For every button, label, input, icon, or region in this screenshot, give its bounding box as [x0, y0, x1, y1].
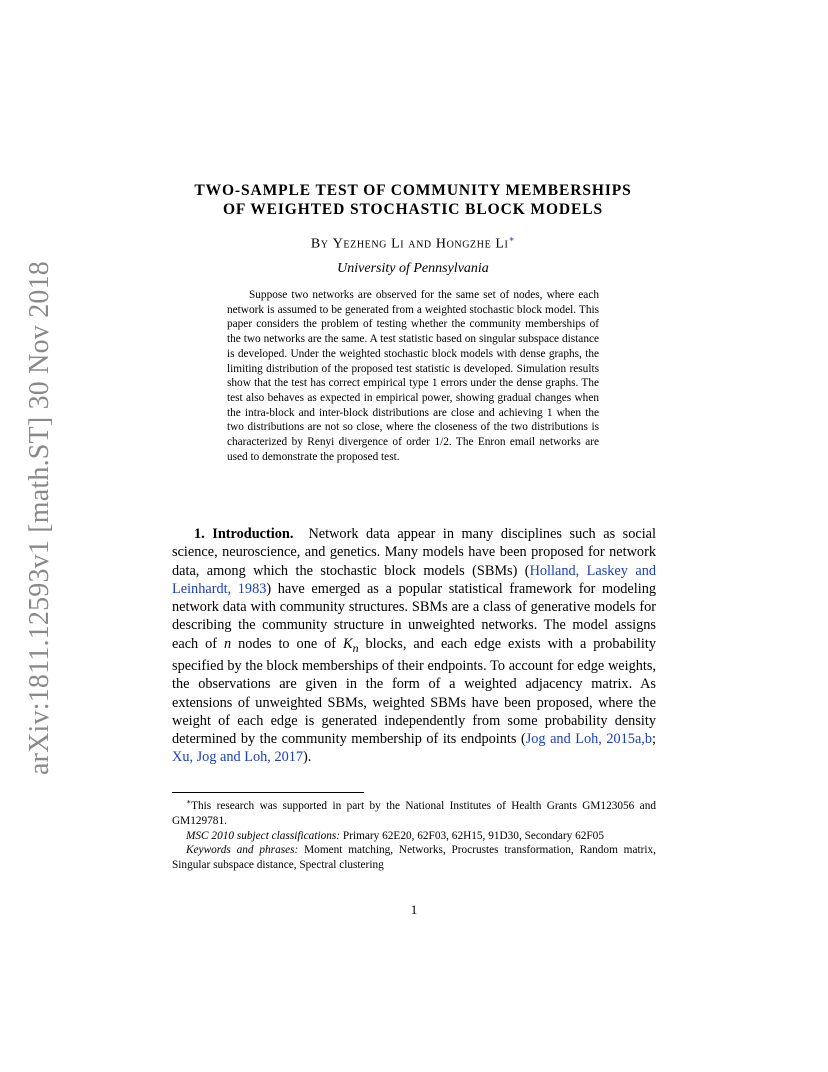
math-n: n [224, 635, 232, 652]
author-footnote-mark[interactable]: ∗ [508, 234, 516, 244]
footnote-funding [172, 795, 656, 829]
section-number: 1. [194, 526, 205, 542]
intro-text-4: blocks, and each edge exists with a probability specified by the block memberships of their endpoints. To account for edge weights, the observations are given in the form of a weighted adjacency matrix. As extensions of unweighted SBMs, weighted SBMs have been proposed, where the weight of each edge is generated independently from some probability density determined by the community membership of its endpoints ( [172, 635, 657, 748]
intro-text-2: ) have emerged as a popular statistical framework for modeling network data with community structures. SBMs are a class of generative models for describing the community structure in unweighted networks. The model assigns each of [172, 580, 656, 652]
math-k-subscript: n [352, 640, 359, 655]
citation-xu-jog-loh-2017[interactable]: Xu, Jog and Loh, 2017 [172, 749, 304, 766]
footnote-keywords [172, 843, 656, 873]
introduction-paragraph [172, 525, 656, 767]
footnote-funding-mark: ∗ [186, 797, 192, 806]
intro-text-5: ). [303, 749, 312, 766]
msc-text: Primary 62E20, 62F03, 62H15, 91D30, Secondary 62F05 [340, 829, 604, 842]
affiliation: University of Pennsylvania [337, 261, 489, 276]
author-and: and [408, 236, 432, 252]
arxiv-identifier-text: arXiv:1811.12593v1 [math.ST] 30 Nov 2018 [24, 260, 55, 776]
author-by: By [310, 236, 329, 252]
author-2: Hongzhe Li [435, 236, 509, 252]
msc-label: MSC 2010 subject classifications: [186, 829, 341, 842]
math-k: K [343, 635, 353, 652]
citation-separator: ; [652, 731, 656, 748]
author-line [140, 234, 686, 253]
citation-holland-1983[interactable]: Holland, Laskey and Leinhardt, 1983 [172, 562, 656, 597]
footnote-msc [172, 829, 656, 844]
footnote-funding-text: This research was supported in part by the National Institutes of Health Grants GM123056 and GM129781. [172, 799, 656, 827]
abstract: Suppose two networks are observed for the same set of nodes, where each network is assumed to be generated from a weighted stochastic block model. This paper considers the problem of testing whether the community memberships of the two networks are the same. A test statistic based on singular subspace distance is developed. Under the weighted stochastic block models with dense graphs, the limiting distribution of the proposed test statistic is developed. Simulation results show that the test has correct empirical type 1 errors under the dense graphs. The test also behaves as expected in empirical power, showing gradual changes when the intra-block and inter-block distributions are close and achieving 1 when the two distributions are not so close, where the closeness of the two distributions is characterized by Renyi divergence of order 1/2. The Enron email networks are used to demonstrate the proposed test. [227, 289, 599, 463]
section-title: Introduction. [212, 526, 294, 542]
keywords-text: Moment matching, Networks, Procrustes transformation, Random matrix, Singular subspace distance, Spectral clustering [172, 844, 656, 872]
author-1: Yezheng Li [332, 236, 405, 252]
arxiv-identifier-stamp [22, 260, 58, 776]
footnote-rule [172, 792, 364, 793]
keywords-label: Keywords and phrases: [186, 844, 299, 857]
citation-jog-loh-2015[interactable]: Jog and Loh, 2015a,b [525, 731, 653, 748]
title-line-1: TWO-SAMPLE TEST OF COMMUNITY MEMBERSHIPS [194, 182, 632, 199]
paper-title [140, 181, 686, 219]
intro-text-1: Network data appear in many disciplines such as social science, neuroscience, and genetics. Many models have been proposed for network data, among which the stochastic block models (SBMs) ( [172, 526, 656, 579]
footnotes [172, 795, 656, 873]
title-line-2: OF WEIGHTED STOCHASTIC BLOCK MODELS [222, 201, 604, 218]
intro-text-3: nodes to one of [231, 635, 344, 652]
page-number: 1 [410, 902, 418, 917]
